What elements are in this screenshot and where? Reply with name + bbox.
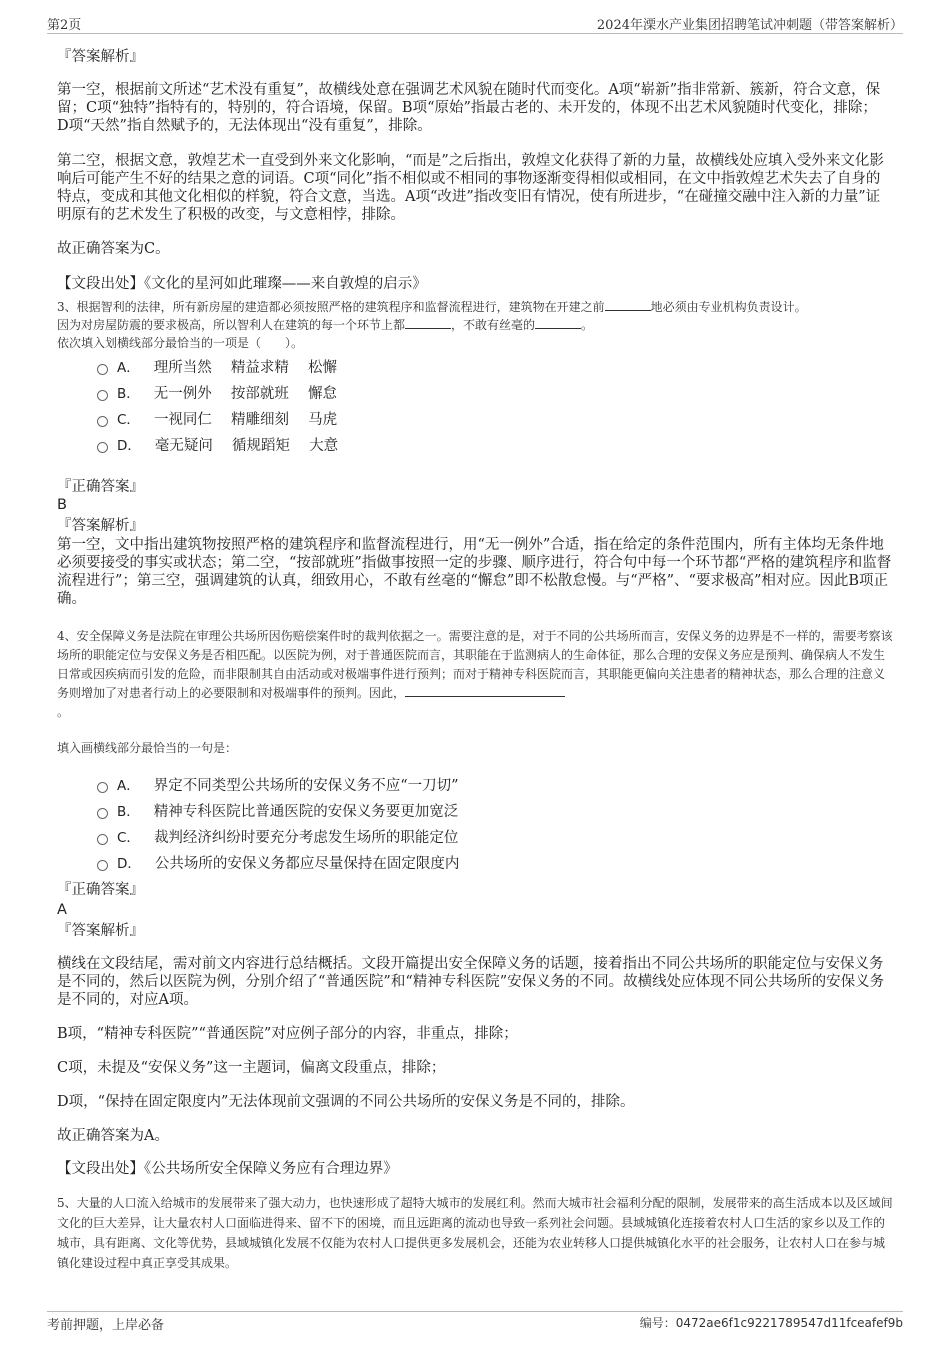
q3-stem-part-2: 地必须由专业机构负责设计。 bbox=[650, 300, 807, 314]
q4-source: 【文段出处】《公共场所安全保障义务应有合理边界》 bbox=[57, 1161, 398, 1177]
q2-analysis-paragraph-1: 第一空，根据前文所述“艺术没有重复”，故横线处意在强调艺术风貌在随时代而变化。A项“崭新”指非常新、簇新，符合文意，保留；C项“独特”指特有的，特别的，符合语境，保留。B项“原始”指最古老的、未开发的，体现不出艺术风貌随时代变化，排除；D项“天然”指自然赋予的，无法体现出“没有重复”，排除。 bbox=[57, 82, 881, 134]
q3-answer-label: 『正确答案』 bbox=[57, 479, 144, 495]
q4-option-c[interactable] bbox=[97, 829, 458, 847]
q4-option-a[interactable] bbox=[97, 777, 459, 795]
option-key: C． bbox=[117, 830, 140, 846]
q4-stem bbox=[57, 627, 895, 722]
option-text: 理所当然 精益求精 松懈 bbox=[153, 360, 337, 376]
q4-analysis-option-d: D项，“保持在固定限度内”无法体现前文强调的不同公共场所的安保义务是不同的，排除。 bbox=[57, 1094, 635, 1110]
option-key: D． bbox=[117, 438, 141, 454]
q4-prompt: 填入画横线部分最恰当的一句是： bbox=[57, 741, 238, 755]
q3-blank-2 bbox=[405, 316, 451, 329]
radio-icon[interactable] bbox=[97, 442, 108, 453]
q3-option-b[interactable] bbox=[97, 385, 337, 403]
q4-stem-text: 4、安全保障义务是法院在审理公共场所因伤赔偿案件时的裁判依据之一。需要注意的是，对于不同的公共场所而言，安保义务的边界是不一样的，需要考察该场所的职能定位与安保义务是否相匹配。以医院为例，对于普通医院而言，其职能在于监测病人的生命体征，那么合理的安保义务应是预判、确保病人不发生日常或因疾病而引发的危险，而非限制其自由活动或对极端事件进行预判；而对于精神专科医院而言，其职能更偏向关注患者的精神状态，那么合理的注意义务则增加了对患者行动上的必要限制和对极端事件的预判。因此， bbox=[57, 629, 893, 700]
q3-analysis-label: 『答案解析』 bbox=[57, 518, 144, 534]
q3-blank-3 bbox=[535, 316, 581, 329]
q4-analysis-paragraph-1: 横线在文段结尾，需对前文内容进行总结概括。文段开篇提出安全保障义务的话题，接着指出不同公共场所的职能定位与安保义务是不同的，然后以医院为例，分别介绍了“普通医院”和“精神专科医院”安保义务的不同。故横线处应体现不同公共场所的安保义务是不同的，对应A项。 bbox=[57, 956, 885, 1008]
q4-blank bbox=[405, 684, 565, 697]
q3-stem bbox=[57, 298, 895, 352]
header-divider bbox=[47, 33, 903, 34]
page-header bbox=[47, 12, 903, 34]
option-key: B． bbox=[117, 804, 140, 820]
q3-option-a[interactable] bbox=[97, 359, 337, 377]
document-title: 2024年溧水产业集团招聘笔试冲刺题（带答案解析） bbox=[596, 18, 903, 33]
option-key: A． bbox=[117, 778, 140, 794]
q3-blank-1 bbox=[605, 298, 651, 311]
q3-option-c[interactable] bbox=[97, 411, 337, 429]
q3-option-d[interactable] bbox=[97, 437, 338, 455]
radio-icon[interactable] bbox=[97, 860, 108, 871]
q2-analysis-paragraph-2: 第二空，根据文意，敦煌艺术一直受到外来文化影响，“而是”之后指出，敦煌文化获得了新的力量，故横线处应填入受外来文化影响后可能产生不好的结果之意的词语。C项“同化”指不相似或不相同的事物逐渐变得相似或相同，在文中指敦煌艺术失去了自身的特点，变成和其他文化相似的样貌，符合文意，当选。A项“改进”指改变旧有情况，使有所进步，“在碰撞交融中注入新的力量”证明原有的艺术发生了积极的改变，与文意相悖，排除。 bbox=[57, 153, 884, 223]
option-text: 精神专科医院比普通医院的安保义务要更加宽泛 bbox=[153, 804, 459, 820]
q4-option-d[interactable] bbox=[97, 855, 459, 873]
option-key: B． bbox=[117, 386, 140, 402]
q3-analysis: 第一空，文中指出建筑物按照严格的建筑程序和监督流程进行，用“无一例外”合适，指在给定的条件范围内，所有主体均无条件地必须要接受的事实或状态；第二空，“按部就班”指做事按照一定的步骤、顺序进行，符合句中每一个环节都“严格的建筑程序和监督流程进行”；第三空，强调建筑的认真，细致用心，不敢有丝毫的“懈怠”即不松散怠慢。与“严格”、“要求极高”相对应。因此B项正确。 bbox=[57, 537, 892, 607]
option-text: 无一例外 按部就班 懈怠 bbox=[153, 386, 337, 402]
q4-stem-end: 。 bbox=[57, 705, 70, 719]
option-key: A． bbox=[117, 360, 140, 376]
footer-divider bbox=[47, 1311, 903, 1312]
q4-analysis-option-c: C项，未提及“安保义务”这一主题词，偏离文段重点，排除； bbox=[57, 1060, 446, 1076]
radio-icon[interactable] bbox=[97, 364, 108, 375]
q3-stem-part-4: ，不敢有丝毫的 bbox=[451, 318, 536, 332]
q2-conclusion: 故正确答案为C。 bbox=[57, 241, 170, 257]
option-text: 公共场所的安保义务都应尽量保持在固定限度内 bbox=[154, 856, 460, 872]
q4-option-b[interactable] bbox=[97, 803, 458, 821]
q4-conclusion: 故正确答案为A。 bbox=[57, 1128, 169, 1144]
radio-icon[interactable] bbox=[97, 390, 108, 401]
radio-icon[interactable] bbox=[97, 416, 108, 427]
q4-analysis-label: 『答案解析』 bbox=[57, 923, 144, 939]
page-number: 第2页 bbox=[47, 18, 82, 33]
option-text: 裁判经济纠纷时要充分考虑发生场所的职能定位 bbox=[153, 830, 459, 846]
radio-icon[interactable] bbox=[97, 834, 108, 845]
q4-analysis-option-b: B项，“精神专科医院”“普通医院”对应例子部分的内容，非重点，排除； bbox=[57, 1026, 518, 1042]
option-key: D． bbox=[117, 856, 141, 872]
q5-stem: 5、大量的人口流入给城市的发展带来了强大动力，也快速形成了超特大城市的发展红利。然而大城市社会福利分配的限制，发展带来的高生活成本以及区域间文化的巨大差异，让大量农村人口面临进得来、留不下的困境，而且远距离的流动也导致一系列社会问题。县域城镇化连接着农村人口生活的家乡以及工作的城市，具有距离、文化等优势，县域城镇化发展不仅能为农村人口提供更多发展机会，还能为农业转移人口提供城镇化水平的社会服务，让农村人口在参与城镇化建设过程中真正享受其成果。 bbox=[57, 1196, 893, 1270]
q4-answer-label: 『正确答案』 bbox=[57, 882, 144, 898]
q3-stem-part-3: 因为对房屋防震的要求极高，所以智利人在建筑的每一个环节上都 bbox=[57, 318, 406, 332]
q3-prompt: 依次填入划横线部分最恰当的一项是（ ）。 bbox=[57, 336, 304, 350]
q2-analysis-label: 『答案解析』 bbox=[57, 49, 144, 65]
q3-answer: B bbox=[57, 497, 67, 513]
option-text: 界定不同类型公共场所的安保义务不应“一刀切” bbox=[153, 778, 459, 794]
option-text: 毫无疑问 循规蹈矩 大意 bbox=[154, 438, 339, 454]
q3-stem-part-5: 。 bbox=[581, 318, 594, 332]
document-code: 编号：0472ae6f1c9221789547d11fceafef9b bbox=[639, 1316, 903, 1330]
q4-answer: A bbox=[57, 902, 67, 918]
option-text: 一视同仁 精雕细刻 马虎 bbox=[153, 412, 338, 428]
radio-icon[interactable] bbox=[97, 782, 108, 793]
option-key: C． bbox=[117, 412, 140, 428]
q2-source: 【文段出处】《文化的星河如此璀璨——来自敦煌的启示》 bbox=[57, 276, 427, 292]
q3-stem-part-1: 3、根据智利的法律，所有新房屋的建造都必须按照严格的建筑程序和监督流程进行，建筑物在开建之前 bbox=[57, 300, 605, 314]
radio-icon[interactable] bbox=[97, 808, 108, 819]
footer-slogan: 考前押题，上岸必备 bbox=[47, 1318, 165, 1333]
